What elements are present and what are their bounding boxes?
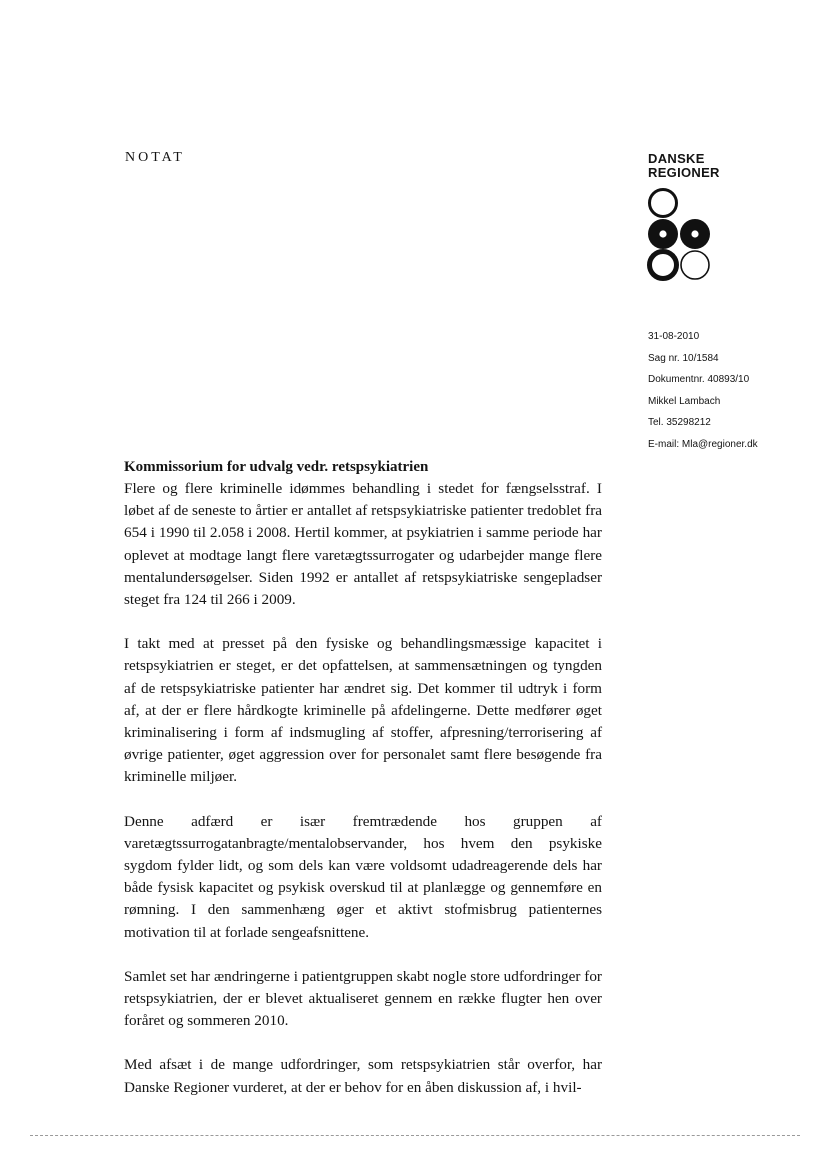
scan-artifact-divider: [30, 1135, 800, 1136]
meta-case-number: Sag nr. 10/1584: [648, 352, 719, 364]
logo-circle-mid-left-dot: [659, 230, 666, 237]
logo-circle-mid-right-dot: [691, 230, 698, 237]
meta-document-number: Dokumentnr. 40893/10: [648, 374, 750, 385]
body-paragraph: Flere og flere kriminelle idømmes behandling i stedet for fængselsstraf. I løbet af de seneste to årtier er antallet af retspsykiatriske patienter tredoblet fra 654 i 1990 til 2.058 i 2008. Hertil kommer, at psykiatrien i samme periode har oplevet at modtage langt flere varetægtssurrogater og udarbejder mange flere mentalundersøgelser. Siden 1992 er antallet af retspsykiatriske sengepladser steget fra 124 til 266 i 2009.: [124, 480, 602, 609]
body-paragraph: I takt med at presset på den fysiske og behandlingsmæssige kapacitet i retspsykiatrien er steget, er det opfattelsen, at sammensætningen og tyngden af de retspsykiatriske patienter har ændret sig. Det kommer til udtryk i form af, at der er flere hårdkogte kriminelle på afdelingerne. Dette medfører øget kriminalisering i form af indsmugling af stoffer, afpresning/terrorisering af øvrige patienter, øget aggression over for personalet samt flere besøgende fra kriminelle miljøer.: [124, 635, 602, 786]
body-paragraph: Samlet set har ændringerne i patientgruppen skabt nogle store udfordringer for retspsykiatrien, der er blevet aktualiseret gennem en række flugter hen over foråret og sommeren 2010.: [124, 967, 602, 1030]
brand-name-line2: REGIONER: [648, 165, 720, 180]
meta-date: 31-08-2010: [648, 331, 700, 342]
meta-email: E-mail: Mla@regioner.dk: [648, 438, 758, 450]
meta-author: Mikkel Lambach: [648, 395, 721, 407]
logo-circle-bottom-right: [681, 251, 709, 279]
document-body: [124, 456, 602, 1121]
body-paragraph: Denne adfærd er især fremtrædende hos gruppen af varetægtssurrogatanbragte/mentalobservander, hos hvem den psykiske sygdom fylder lidt, og som dels kan være voldsomt udadreagerende dels har både fysisk kapacitet og psykisk overskud til at planlægge og gennemføre en rømning. I den sammenhæng øger et aktivt stofmisbrug patienternes motivation til at forlade sengeafsnittene.: [124, 812, 602, 941]
logo-circle-top: [650, 190, 677, 217]
meta-phone: Tel. 35298212: [648, 417, 711, 428]
brand-block: [648, 152, 768, 180]
document-meta: [648, 326, 758, 455]
logo-circle-bottom-left: [650, 252, 677, 279]
body-paragraph: Med afsæt i de mange udfordringer, som retspsykiatrien står overfor, har Danske Regioner vurderet, at der er behov for en åben diskussion af, i hvil-: [124, 1056, 602, 1096]
notat-label: NOTAT: [125, 150, 185, 165]
danske-regioner-circles-logo-icon: [647, 185, 717, 285]
brand-name-line1: DANSKE: [648, 151, 705, 166]
document-title: Kommissorium for udvalg vedr. retspsykiatrien: [124, 459, 429, 475]
